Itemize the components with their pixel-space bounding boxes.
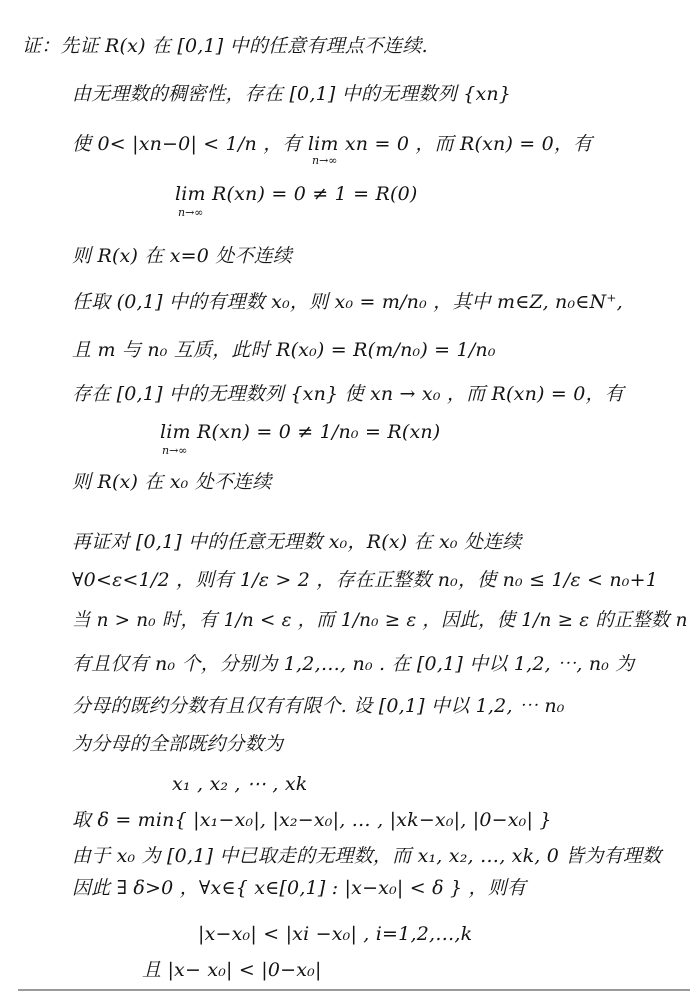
proof-line-5: 则 R(x) 在 x=0 处不连续 [72, 245, 293, 267]
proof-line-19: 由于 x₀ 为 [0,1] 中已取走的无理数，而 x₁, x₂, …, xk, 0 皆为有理数 [72, 845, 662, 867]
proof-line-16: 为分母的全部既约分数为 [72, 733, 284, 755]
proof-line-14: 有且仅有 n₀ 个，分别为 1,2,…, n₀ . 在 [0,1] 中以 1,2, ⋯, n₀ 为 [72, 653, 635, 675]
limit-subscript-1: n→∞ [312, 154, 338, 167]
proof-line-15: 分母的既约分数有且仅有有限个. 设 [0,1] 中以 1,2, ⋯ n₀ [72, 695, 565, 717]
proof-line-7: 且 m 与 n₀ 互质，此时 R(x₀) = R(m/n₀) = 1/n₀ [72, 339, 496, 361]
proof-line-20: 因此 ∃ δ>0 ，∀x∈{ x∈[0,1] : |x−x₀| < δ } ，则有 [72, 877, 527, 899]
proof-line-4: lim R(xn) = 0 ≠ 1 = R(0) [175, 183, 418, 205]
limit-subscript-2: n→∞ [178, 206, 204, 219]
proof-line-11: 再证对 [0,1] 中的任意无理数 x₀，R(x) 在 x₀ 处连续 [72, 531, 522, 553]
proof-line-17: x₁ , x₂ , ⋯ , xk [172, 773, 308, 795]
limit-subscript-3: n→∞ [162, 444, 188, 457]
page-bottom-edge [18, 989, 690, 991]
proof-line-22: 且 |x− x₀| < |0−x₀| [142, 959, 322, 981]
proof-line-2: 由无理数的稠密性，存在 [0,1] 中的无理数列 {xn} [72, 83, 512, 105]
proof-line-21: |x−x₀| < |xi −x₀| , i=1,2,…,k [198, 923, 473, 945]
proof-line-1: 证：先证 R(x) 在 [0,1] 中的任意有理点不连续. [22, 35, 428, 57]
proof-line-3: 使 0< |xn−0| < 1/n ，有 lim xn = 0 ，而 R(xn) = 0，有 [72, 133, 593, 155]
proof-line-6: 任取 (0,1] 中的有理数 x₀，则 x₀ = m/n₀ ，其中 m∈Z, n₀∈N⁺, [72, 291, 623, 313]
proof-line-8: 存在 [0,1] 中的无理数列 {xn} 使 xn → x₀ ，而 R(xn) = 0，有 [72, 383, 624, 405]
proof-line-10: 则 R(x) 在 x₀ 处不连续 [72, 471, 272, 493]
proof-line-12: ∀0<ε<1/2 ，则有 1/ε > 2 ，存在正整数 n₀，使 n₀ ≤ 1/ε < n₀+1 [72, 569, 658, 591]
proof-line-18: 取 δ = min{ |x₁−x₀|, |x₂−x₀|, … , |xk−x₀|, |0−x₀| } [72, 809, 552, 831]
proof-line-13: 当 n > n₀ 时，有 1/n < ε ，而 1/n₀ ≥ ε ，因此，使 1/n ≥ ε 的正整数 n [72, 609, 688, 631]
proof-line-9: lim R(xn) = 0 ≠ 1/n₀ = R(xn) [160, 421, 441, 443]
